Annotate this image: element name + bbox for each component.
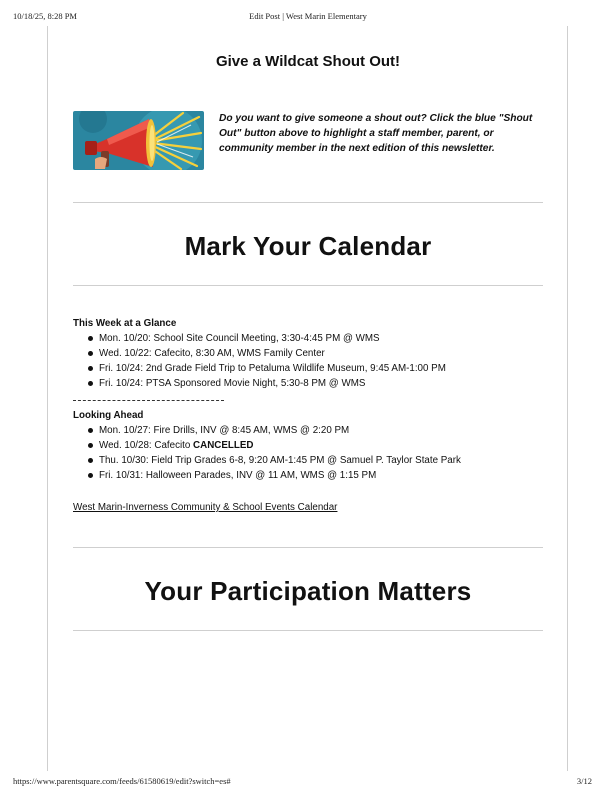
divider <box>73 202 543 203</box>
bullet-icon <box>88 366 93 371</box>
event-text: Mon. 10/27: Fire Drills, INV @ 8:45 AM, WMS @ 2:20 PM <box>99 425 350 436</box>
events-calendar-link[interactable]: West Marin-Inverness Community & School Events Calendar <box>73 502 338 513</box>
looking-ahead-heading: Looking Ahead <box>73 410 144 421</box>
dashed-separator <box>73 400 224 401</box>
event-text: Wed. 10/22: Cafecito, 8:30 AM, WMS Family Center <box>99 348 325 359</box>
bullet-icon <box>88 443 93 448</box>
list-item <box>73 376 446 391</box>
event-text: Thu. 10/30: Field Trip Grades 6-8, 9:20 AM-1:45 PM @ Samuel P. Taylor State Park <box>99 455 461 466</box>
calendar-title: Mark Your Calendar <box>184 231 432 261</box>
page-border-left <box>47 26 48 771</box>
event-text: Fri. 10/24: 2nd Grade Field Trip to Petaluma Wildlife Museum, 9:45 AM-1:00 PM <box>99 363 446 374</box>
shout-out-title: Give a Wildcat Shout Out! <box>215 53 401 70</box>
bullet-icon <box>88 351 93 356</box>
event-text: Fri. 10/24: PTSA Sponsored Movie Night, 5:30-8 PM @ WMS <box>99 378 366 389</box>
this-week-heading: This Week at a Glance <box>73 318 177 329</box>
list-item <box>73 423 461 438</box>
list-item <box>73 331 446 346</box>
divider <box>73 630 543 631</box>
looking-ahead-list <box>73 423 461 483</box>
list-item <box>73 346 446 361</box>
print-page-title: Edit Post | West Marin Elementary <box>249 11 367 21</box>
bullet-icon <box>88 473 93 478</box>
this-week-list <box>73 331 446 391</box>
list-item <box>73 468 461 483</box>
list-item <box>73 361 446 376</box>
participation-title: Your Participation Matters <box>144 576 472 606</box>
divider <box>73 285 543 286</box>
divider <box>73 547 543 548</box>
list-item <box>73 453 461 468</box>
print-page-number: 3/12 <box>576 776 592 786</box>
list-item <box>73 438 461 453</box>
cancelled-label: CANCELLED <box>193 440 254 451</box>
bullet-icon <box>88 381 93 386</box>
megaphone-image <box>73 111 204 170</box>
bullet-icon <box>88 458 93 463</box>
page-border-right <box>567 26 568 771</box>
event-text: Wed. 10/28: Cafecito <box>99 440 194 451</box>
event-text: Mon. 10/20: School Site Council Meeting, 3:30-4:45 PM @ WMS <box>99 333 380 344</box>
print-url: https://www.parentsquare.com/feeds/61580619/edit?switch=es# <box>13 776 231 786</box>
event-text: Fri. 10/31: Halloween Parades, INV @ 11 AM, WMS @ 1:15 PM <box>99 470 377 481</box>
bullet-icon <box>88 428 93 433</box>
shout-out-body: Do you want to give someone a shout out? Click the blue "Shout Out" button above to highlight a staff member, parent, or community member in the next edition of this newsletter. <box>219 113 533 154</box>
bullet-icon <box>88 336 93 341</box>
print-datetime: 10/18/25, 8:28 PM <box>13 11 77 21</box>
